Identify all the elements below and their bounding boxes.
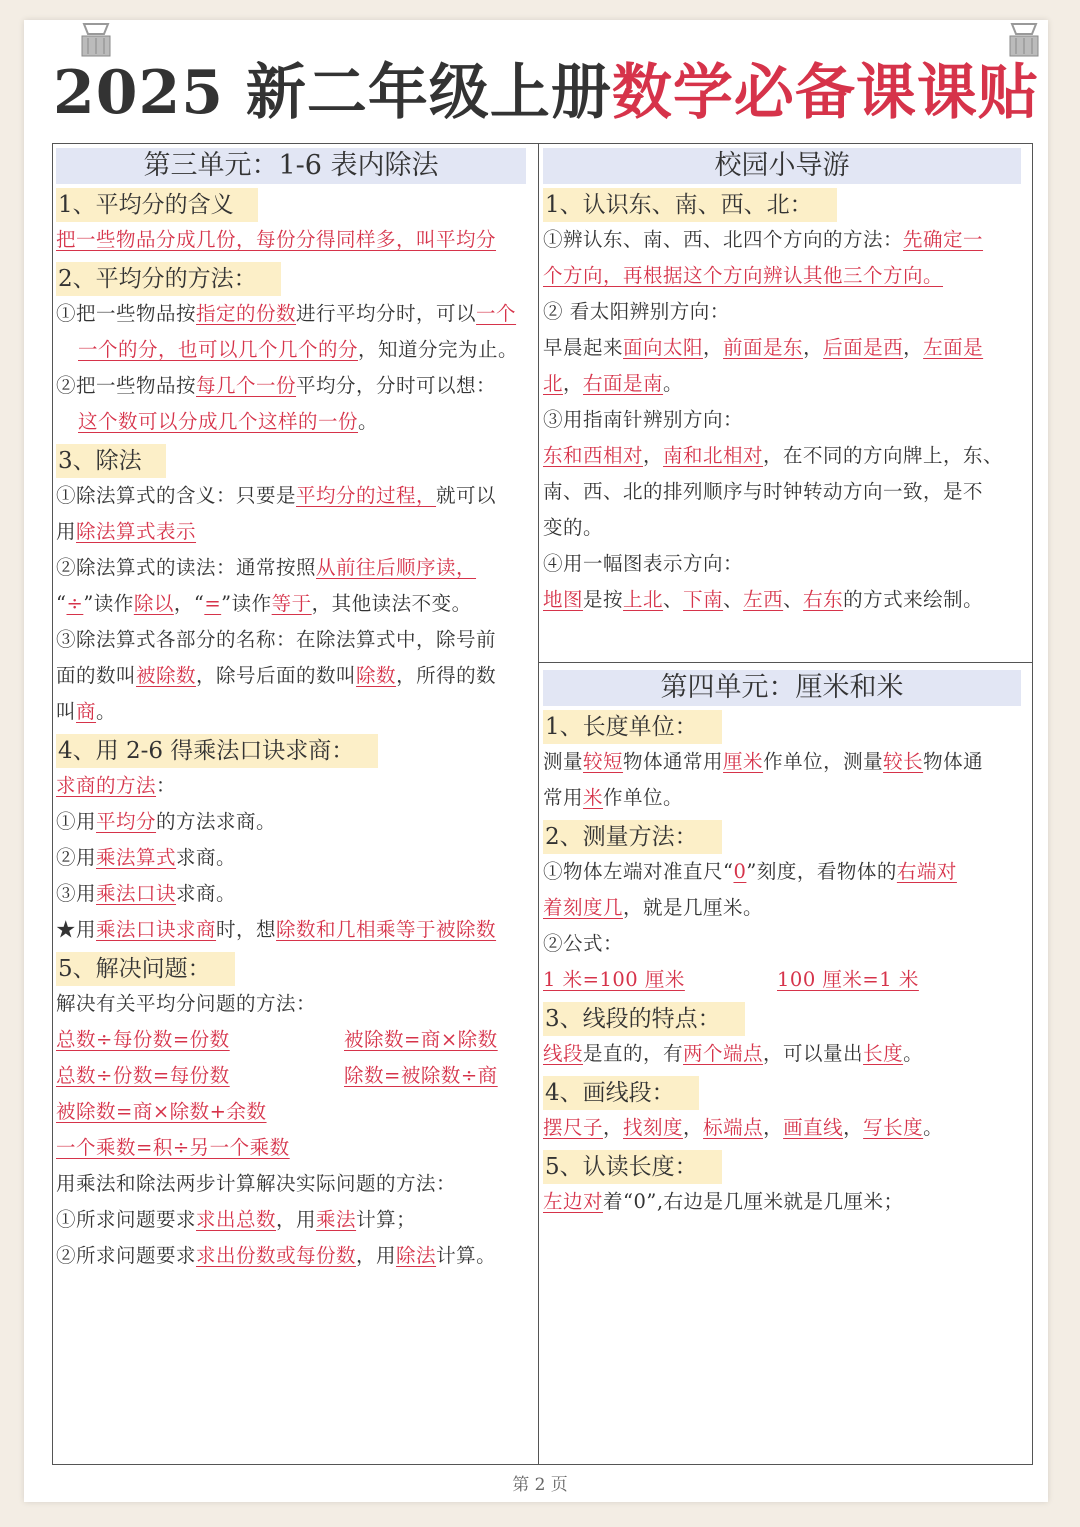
binder-clip-icon [76,20,116,60]
text-line: 解决有关平均分问题的方法： [56,992,317,1015]
text-line: 这个数可以分成几个这样的一份。 [78,410,379,433]
page-title [53,58,1043,128]
text-line: ①用平均分的方法求商。 [56,810,277,833]
text-line: 面的数叫被除数，除号后面的数叫除数，所得的数 [56,664,497,687]
text-line: 线段是直的，有两个端点，可以量出长度。 [543,1042,924,1065]
formula-row: 1 米=100 厘米 100 厘米=1 米 [543,968,919,991]
page-number: 第 2 页 [512,1475,568,1495]
text-line: 早晨起来面向太阳，前面是东，后面是西，左面是 [543,336,984,359]
text-line: 东和西相对，南和北相对，在不同的方向牌上，东、 [543,444,1004,467]
text-line: 一个的分，也可以几个几个的分，知道分完为止。 [78,338,519,361]
section-heading: 1、长度单位： [543,710,722,744]
text-line: 测量较短物体通常用厘米作单位，测量较长物体通 [543,750,984,773]
text-line: ②除法算式的读法：通常按照从前往后顺序读， [56,556,477,579]
section-heading: 1、平均分的含义 [56,188,258,222]
section-divider [539,662,1032,663]
unit-header: 校园小导游 [543,148,1021,184]
title-part-1: 2025 新二年级上册 [53,58,612,128]
formula-row: 被除数=商×除数+余数 [56,1100,267,1123]
section-heading: 4、用 2-6 得乘法口诀求商： [56,734,378,768]
section-heading: 2、测量方法： [543,820,722,854]
text-line: “÷”读作除以，“=”读作等于，其他读法不变。 [56,592,472,615]
text-line: ③用指南针辨别方向： [543,408,744,431]
section-heading: 3、线段的特点： [543,1002,745,1036]
binder-clip-icon [1004,20,1044,60]
formula-row: 总数÷每份数=份数 被除数=商×除数 [56,1028,498,1051]
section-heading: 1、认识东、南、西、北： [543,188,837,222]
section-heading: 5、解决问题： [56,952,235,986]
unit-header: 第四单元：厘米和米 [543,670,1021,706]
section-heading: 2、平均分的方法： [56,262,281,296]
text-line: ③用乘法口诀求商。 [56,882,237,905]
text-line: 变的。 [543,516,604,539]
text-line: ②把一些物品按每几个一份平均分，分时可以想： [56,374,497,397]
text-line: 着刻度几，就是几厘米。 [543,896,764,919]
text-line: ①物体左端对准直尺“0”刻度，看物体的右端对 [543,860,957,883]
text-line: 叫商。 [56,700,117,723]
text-line: 南、西、北的排列顺序与时钟转动方向一致，是不 [543,480,984,503]
text-line: ② 看太阳辨别方向： [543,300,730,323]
text-line: ④用一幅图表示方向： [543,552,744,575]
text-line: ★用乘法口诀求商时，想除数和几相乘等于被除数 [56,918,497,941]
unit-header: 第三单元：1-6 表内除法 [56,148,526,184]
text-line: 求商的方法： [56,774,177,797]
text-line: ③除法算式各部分的名称：在除法算式中，除号前 [56,628,497,651]
text-line: 个方向，再根据这个方向辨认其他三个方向。 [543,264,944,287]
text-line: ①除法算式的含义：只要是平均分的过程，就可以 [56,484,497,507]
text-line: ②公式： [543,932,624,955]
title-part-2: 数学必备课课贴 [611,58,1039,128]
text-line: 用乘法和除法两步计算解决实际问题的方法： [56,1172,457,1195]
text-line: 用除法算式表示 [56,520,197,543]
text-line: ②用乘法算式求商。 [56,846,237,869]
column-divider [538,143,539,1465]
text-line: 北，右面是南。 [543,372,684,395]
text-line: 常用米作单位。 [543,786,684,809]
text-line: 把一些物品分成几份，每份分得同样多，叫平均分 [56,228,497,251]
formula-row: 总数÷份数=每份数 除数=被除数÷商 [56,1064,498,1087]
text-line: 左边对着“0”,右边是几厘米就是几厘米； [543,1190,904,1213]
text-line: ①辨认东、南、西、北四个方向的方法：先确定一 [543,228,984,251]
section-heading: 3、除法 [56,444,166,478]
section-heading: 5、认读长度： [543,1150,722,1184]
right-bottom-column [543,670,1029,1220]
text-line: ②所求问题要求求出份数或每份数，用除法计算。 [56,1244,497,1267]
text-line: ①所求问题要求求出总数，用乘法计算； [56,1208,417,1231]
formula-row: 一个乘数=积÷另一个乘数 [56,1136,290,1159]
right-top-column [543,148,1029,618]
text-line: 摆尺子，找刻度，标端点，画直线，写长度。 [543,1116,944,1139]
text-line: 地图是按上北、下南、左西、右东的方式来绘制。 [543,588,984,611]
text-line: ①把一些物品按指定的份数进行平均分时，可以一个 [56,302,517,325]
left-column [56,148,534,1274]
section-heading: 4、画线段： [543,1076,699,1110]
